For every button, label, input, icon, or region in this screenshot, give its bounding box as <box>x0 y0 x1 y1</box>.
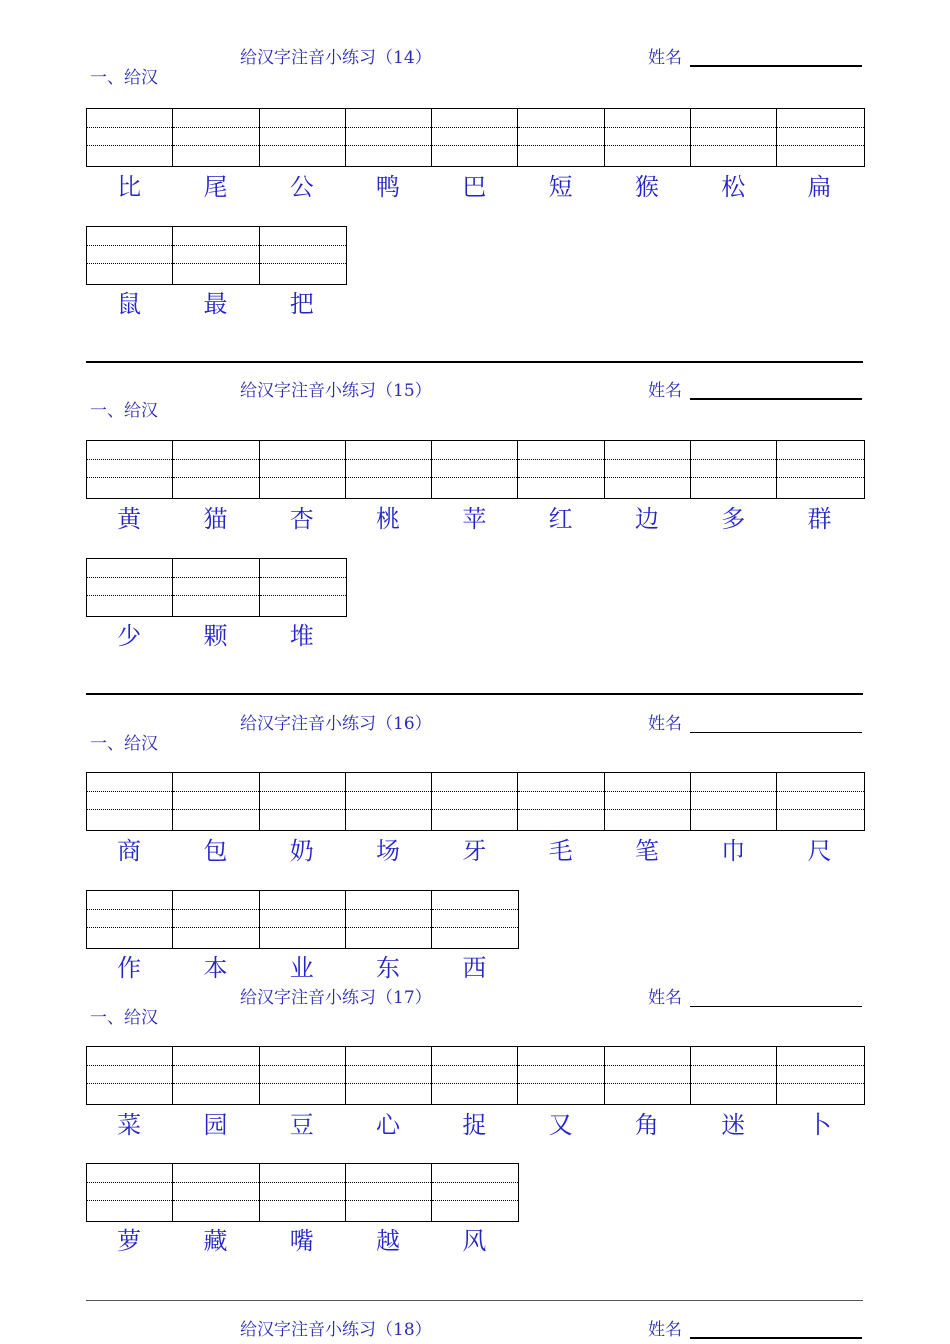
hanzi-character: 巴 <box>462 173 487 201</box>
hanzi-character: 藏 <box>203 1227 228 1255</box>
hanzi-character: 场 <box>376 837 401 865</box>
hanzi-character: 萝 <box>117 1227 142 1255</box>
pinyin-cell[interactable] <box>432 891 518 948</box>
section-divider <box>86 693 863 695</box>
hanzi-character: 鸭 <box>376 173 401 201</box>
hanzi-character: 菜 <box>117 1111 142 1139</box>
hanzi-character: 业 <box>289 954 314 982</box>
hanzi-character: 包 <box>203 837 228 865</box>
pinyin-grid-row1[interactable] <box>86 108 865 167</box>
pinyin-cell[interactable] <box>87 1164 173 1221</box>
hanzi-character: 风 <box>462 1227 487 1255</box>
pinyin-cell[interactable] <box>173 773 259 830</box>
hanzi-character: 园 <box>203 1111 228 1139</box>
hanzi-character: 少 <box>117 622 142 650</box>
pinyin-cell[interactable] <box>777 773 863 830</box>
hanzi-character: 最 <box>203 290 228 318</box>
hanzi-character: 巾 <box>721 837 746 865</box>
hanzi-character: 奶 <box>289 837 314 865</box>
hanzi-character: 边 <box>634 505 659 533</box>
hanzi-character: 商 <box>117 837 142 865</box>
pinyin-cell[interactable] <box>605 1047 691 1104</box>
pinyin-cell[interactable] <box>346 109 432 166</box>
section-title: 给汉字注音小练习（14） <box>240 48 432 68</box>
name-label: 姓名 <box>648 988 682 1008</box>
hanzi-character: 作 <box>117 954 142 982</box>
pinyin-cell[interactable] <box>87 109 173 166</box>
hanzi-character: 猴 <box>634 173 659 201</box>
hanzi-character: 牙 <box>462 837 487 865</box>
name-line[interactable] <box>690 65 862 67</box>
pinyin-cell[interactable] <box>432 1047 518 1104</box>
pinyin-cell[interactable] <box>260 441 346 498</box>
instruction-text: 一、给汉 <box>90 1008 158 1028</box>
hanzi-character: 又 <box>548 1111 573 1139</box>
pinyin-cell[interactable] <box>432 441 518 498</box>
pinyin-cell[interactable] <box>87 441 173 498</box>
pinyin-cell[interactable] <box>173 1047 259 1104</box>
section-title: 给汉字注音小练习（15） <box>240 381 432 401</box>
character-row-1 <box>86 836 863 866</box>
pinyin-grid-row1[interactable] <box>86 440 865 499</box>
hanzi-character: 颗 <box>203 622 228 650</box>
hanzi-character: 黄 <box>117 505 142 533</box>
pinyin-cell[interactable] <box>87 891 173 948</box>
pinyin-cell[interactable] <box>346 1164 432 1221</box>
hanzi-character: 捉 <box>462 1111 487 1139</box>
name-label: 姓名 <box>648 714 682 734</box>
pinyin-cell[interactable] <box>518 773 604 830</box>
pinyin-cell[interactable] <box>260 559 346 616</box>
pinyin-cell[interactable] <box>518 109 604 166</box>
hanzi-character: 桃 <box>376 505 401 533</box>
hanzi-character: 本 <box>203 954 228 982</box>
pinyin-cell[interactable] <box>346 773 432 830</box>
pinyin-cell[interactable] <box>691 1047 777 1104</box>
hanzi-character: 公 <box>289 173 314 201</box>
hanzi-character: 比 <box>117 173 142 201</box>
pinyin-cell[interactable] <box>691 109 777 166</box>
pinyin-cell[interactable] <box>173 1164 259 1221</box>
hanzi-character: 西 <box>462 954 487 982</box>
hanzi-character: 红 <box>548 505 573 533</box>
hanzi-character: 卜 <box>807 1111 832 1139</box>
exercise-section-16 <box>0 714 950 982</box>
hanzi-character: 杏 <box>289 505 314 533</box>
instruction-text: 一、给汉 <box>90 734 158 754</box>
pinyin-cell[interactable] <box>777 109 863 166</box>
pinyin-cell[interactable] <box>260 109 346 166</box>
name-label: 姓名 <box>648 381 682 401</box>
section-divider <box>86 361 863 363</box>
pinyin-cell[interactable] <box>87 773 173 830</box>
section-divider <box>86 1300 863 1301</box>
pinyin-cell[interactable] <box>691 441 777 498</box>
pinyin-cell[interactable] <box>605 773 691 830</box>
pinyin-cell[interactable] <box>605 109 691 166</box>
pinyin-cell[interactable] <box>173 109 259 166</box>
pinyin-cell[interactable] <box>777 1047 863 1104</box>
hanzi-character: 把 <box>289 290 314 318</box>
hanzi-character: 越 <box>376 1227 401 1255</box>
character-row-2 <box>86 953 517 983</box>
hanzi-character: 堆 <box>289 622 314 650</box>
hanzi-character: 毛 <box>548 837 573 865</box>
exercise-section-17 <box>0 988 950 1255</box>
character-row-1 <box>86 1110 863 1140</box>
hanzi-character: 多 <box>721 505 746 533</box>
character-row-2 <box>86 289 345 319</box>
name-line[interactable] <box>690 1006 862 1007</box>
pinyin-cell[interactable] <box>260 1164 346 1221</box>
hanzi-character: 猫 <box>203 505 228 533</box>
pinyin-cell[interactable] <box>87 227 173 284</box>
name-line[interactable] <box>690 398 862 400</box>
hanzi-character: 嘴 <box>289 1227 314 1255</box>
pinyin-cell[interactable] <box>260 891 346 948</box>
pinyin-cell[interactable] <box>260 773 346 830</box>
section-title: 给汉字注音小练习（16） <box>240 714 432 734</box>
section-title: 给汉字注音小练习（18） <box>240 1320 432 1340</box>
hanzi-character: 东 <box>376 954 401 982</box>
pinyin-grid-row2[interactable] <box>86 558 347 617</box>
instruction-text: 一、给汉 <box>90 401 158 421</box>
character-row-2 <box>86 621 345 651</box>
pinyin-cell[interactable] <box>173 891 259 948</box>
hanzi-character: 苹 <box>462 505 487 533</box>
pinyin-cell[interactable] <box>432 1164 518 1221</box>
section-title: 给汉字注音小练习（17） <box>240 988 432 1008</box>
pinyin-cell[interactable] <box>605 441 691 498</box>
hanzi-character: 短 <box>548 173 573 201</box>
hanzi-character: 迷 <box>721 1111 746 1139</box>
hanzi-character: 尾 <box>203 173 228 201</box>
name-line[interactable] <box>690 1337 862 1339</box>
hanzi-character: 尺 <box>807 837 832 865</box>
pinyin-cell[interactable] <box>777 441 863 498</box>
pinyin-cell[interactable] <box>346 441 432 498</box>
hanzi-character: 角 <box>634 1111 659 1139</box>
character-row-1 <box>86 172 863 202</box>
pinyin-grid-row1[interactable] <box>86 1046 865 1105</box>
exercise-section-14 <box>0 48 950 318</box>
name-label: 姓名 <box>648 1320 682 1340</box>
hanzi-character: 鼠 <box>117 290 142 318</box>
pinyin-cell[interactable] <box>260 1047 346 1104</box>
hanzi-character: 笔 <box>634 837 659 865</box>
character-row-1 <box>86 504 863 534</box>
pinyin-cell[interactable] <box>432 773 518 830</box>
hanzi-character: 扁 <box>807 173 832 201</box>
pinyin-grid-row2[interactable] <box>86 1163 519 1222</box>
name-label: 姓名 <box>648 48 682 68</box>
character-row-2 <box>86 1226 517 1256</box>
pinyin-cell[interactable] <box>346 1047 432 1104</box>
pinyin-cell[interactable] <box>518 441 604 498</box>
pinyin-cell[interactable] <box>173 559 259 616</box>
instruction-text: 一、给汉 <box>90 68 158 88</box>
hanzi-character: 豆 <box>289 1111 314 1139</box>
pinyin-cell[interactable] <box>87 1047 173 1104</box>
pinyin-cell[interactable] <box>432 109 518 166</box>
pinyin-cell[interactable] <box>346 891 432 948</box>
pinyin-cell[interactable] <box>518 1047 604 1104</box>
pinyin-cell[interactable] <box>87 559 173 616</box>
pinyin-cell[interactable] <box>173 441 259 498</box>
name-line[interactable] <box>690 732 862 733</box>
pinyin-cell[interactable] <box>260 227 346 284</box>
pinyin-grid-row2[interactable] <box>86 890 519 949</box>
pinyin-grid-row1[interactable] <box>86 772 865 831</box>
hanzi-character: 群 <box>807 505 832 533</box>
pinyin-cell[interactable] <box>691 773 777 830</box>
hanzi-character: 松 <box>721 173 746 201</box>
exercise-section-15 <box>0 381 950 650</box>
pinyin-cell[interactable] <box>173 227 259 284</box>
exercise-section-18 <box>0 1320 950 1340</box>
pinyin-grid-row2[interactable] <box>86 226 347 285</box>
hanzi-character: 心 <box>376 1111 401 1139</box>
